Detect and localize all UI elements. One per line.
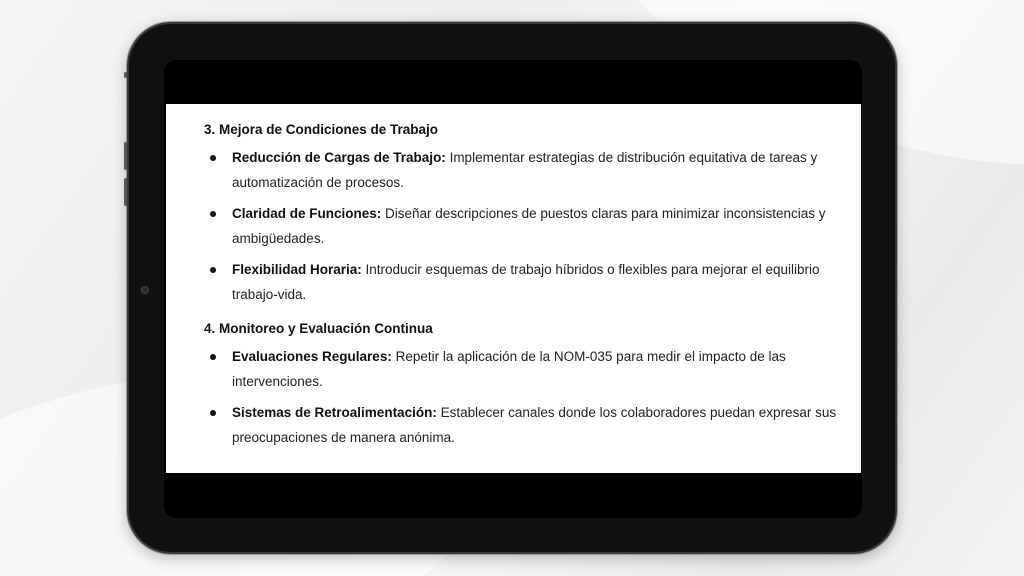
bullet-list	[204, 344, 841, 450]
document-page	[166, 104, 861, 473]
item-label: Reducción de Cargas de Trabajo:	[232, 150, 450, 165]
list-item	[204, 201, 841, 251]
item-text: Establecer canales donde los colaboradores puedan expresar sus preocupaciones de manera anónima.	[232, 405, 837, 445]
bullet-icon	[210, 354, 216, 360]
tablet-side-button	[124, 178, 127, 206]
list-item	[204, 400, 841, 450]
tablet-screen	[164, 60, 862, 518]
item-label: Flexibilidad Horaria:	[232, 262, 366, 277]
bullet-icon	[210, 211, 216, 217]
item-text: Introducir esquemas de trabajo híbridos o flexibles para mejorar el equilibrio trabajo-vida.	[232, 262, 820, 302]
bullet-list	[204, 145, 841, 307]
tablet-camera	[141, 286, 149, 294]
item-text: Diseñar descripciones de puestos claras para minimizar inconsistencias y ambigüedades.	[232, 206, 826, 246]
bullet-icon	[210, 155, 216, 161]
item-label: Claridad de Funciones:	[232, 206, 386, 221]
list-item	[204, 145, 841, 195]
tablet-side-button	[124, 72, 127, 78]
tablet-frame	[127, 22, 897, 554]
section-heading: 3. Mejora de Condiciones de Trabajo	[204, 122, 439, 137]
list-item	[204, 257, 841, 307]
item-text: Repetir la aplicación de la NOM-035 para medir el impacto de las intervenciones.	[232, 349, 786, 389]
section-heading: 4. Monitoreo y Evaluación Continua	[204, 321, 433, 336]
bullet-icon	[210, 410, 216, 416]
bullet-icon	[210, 267, 216, 273]
item-label: Evaluaciones Regulares:	[232, 349, 396, 364]
item-text: Implementar estrategias de distribución equitativa de tareas y automatización de procesos.	[232, 150, 818, 190]
tablet-side-button	[124, 142, 127, 170]
list-item	[204, 344, 841, 394]
item-label: Sistemas de Retroalimentación:	[232, 405, 441, 420]
